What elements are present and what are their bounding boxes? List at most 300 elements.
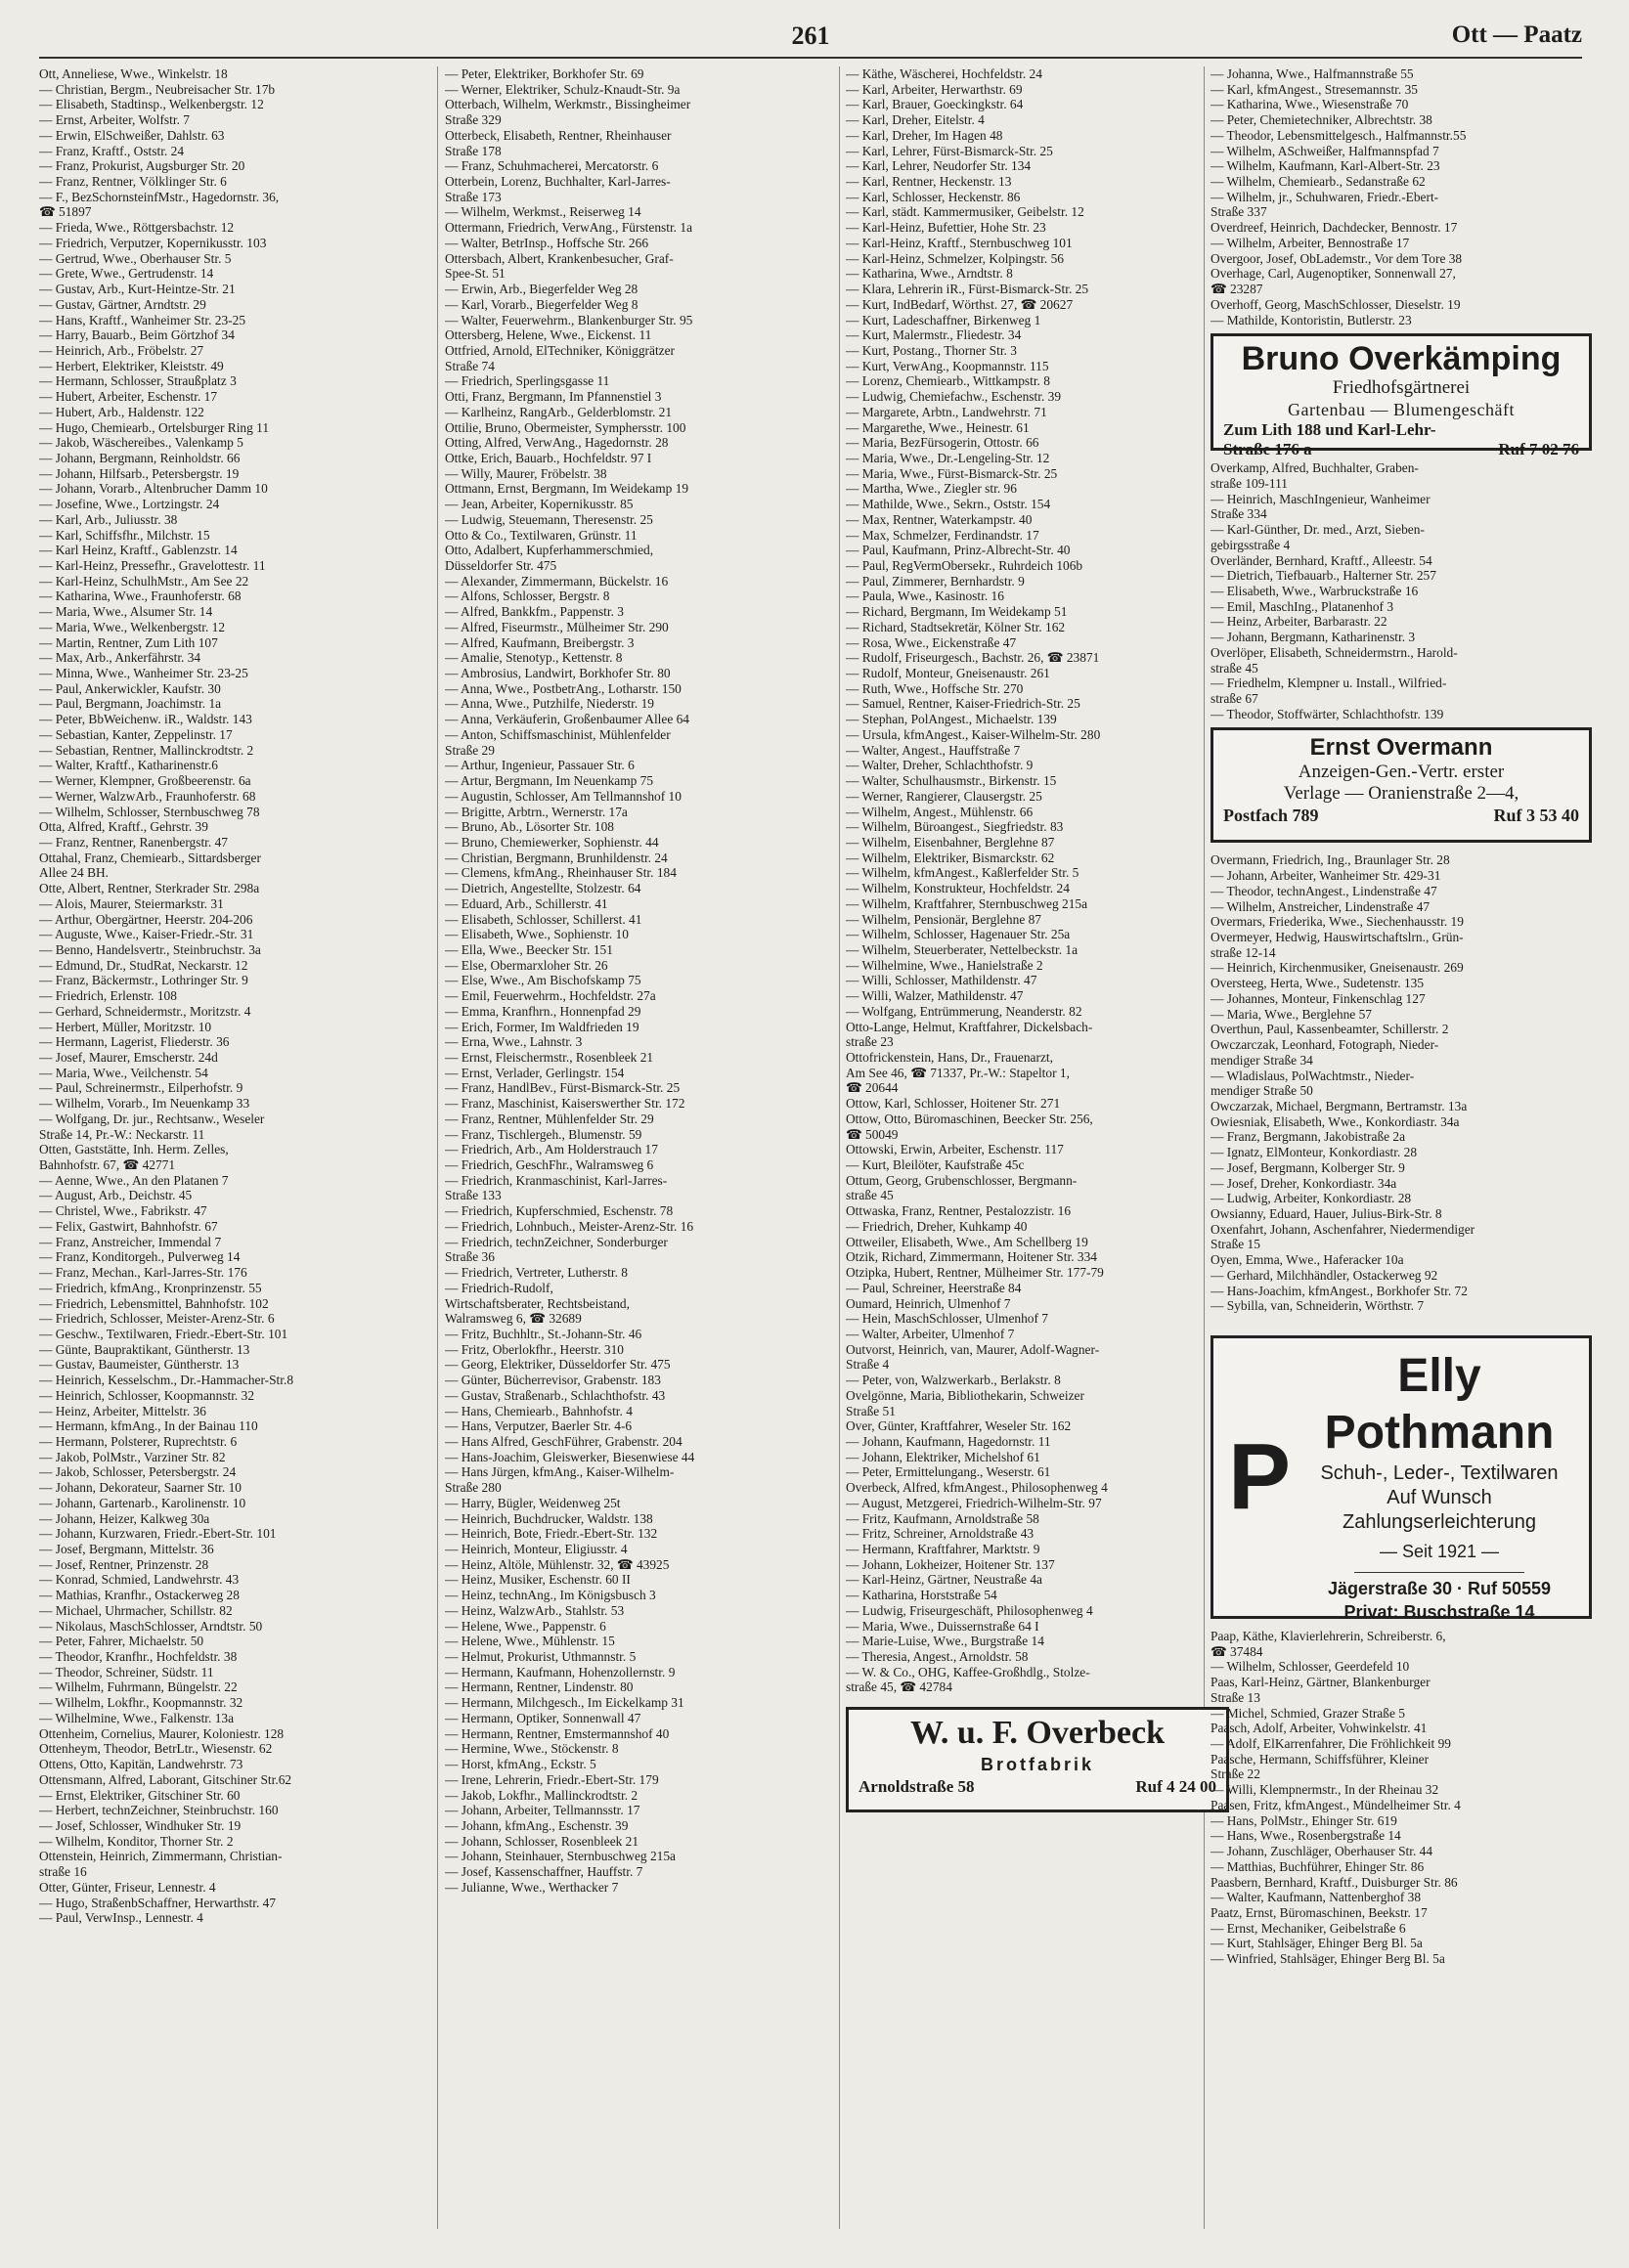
- directory-entry: — Friedrich, Erlenstr. 108: [39, 988, 177, 1004]
- directory-entry: — Benno, Handelsvertr., Steinbruchstr. 3a: [39, 941, 261, 957]
- directory-entry: — Anna, Wwe., Putzhilfe, Niederstr. 19: [445, 696, 654, 712]
- directory-entry: — Hans, Verputzer, Baerler Str. 4-6: [445, 1418, 633, 1434]
- directory-entry: — Erich, Former, Im Waldfrieden 19: [445, 1019, 639, 1034]
- directory-entry: Otte, Albert, Rentner, Sterkrader Str. 298a: [39, 881, 260, 896]
- directory-entry: — Paula, Wwe., Kasinostr. 16: [846, 589, 1004, 604]
- directory-entry: — Artur, Bergmann, Im Neuenkamp 75: [445, 773, 654, 789]
- directory-entry: — Wilhelm, Steuerberater, Nettelbeckstr. 1a: [846, 941, 1079, 957]
- directory-entry: — Hans Alfred, GeschFührer, Grabenstr. 204: [445, 1433, 682, 1449]
- directory-entry: straße 45, ☎ 42784: [846, 1679, 952, 1695]
- directory-entry: — Nikolaus, MaschSchlosser, Arndtstr. 50: [39, 1618, 263, 1634]
- directory-entry: — Karl Heinz, Kraftf., Gablenzstr. 14: [39, 543, 238, 558]
- directory-entry: — Heinrich, Buchdrucker, Waldstr. 138: [445, 1510, 653, 1526]
- directory-entry: — Rudolf, Monteur, Gneisenaustr. 261: [846, 666, 1050, 681]
- directory-entry: — Franz, Mechan., Karl-Jarres-Str. 176: [39, 1265, 247, 1281]
- directory-entry: — Adolf, ElKarrenfahrer, Die Fröhlichkeit 99: [1211, 1736, 1451, 1752]
- directory-entry: — Wilhelm, ASchweißer, Halfmannspfad 7: [1211, 143, 1439, 158]
- directory-entry: — Josef, Bergmann, Mittelstr. 36: [39, 1542, 214, 1556]
- directory-entry: ☎ 37484: [1211, 1643, 1263, 1659]
- directory-entry: mendiger Straße 50: [1211, 1083, 1313, 1099]
- directory-entry: Wirtschaftsberater, Rechtsbeistand,: [445, 1295, 630, 1311]
- directory-entry: straße 23: [846, 1034, 894, 1050]
- directory-entry: — Heinz, technAng., Im Königsbusch 3: [445, 1588, 656, 1603]
- directory-entry: — Julianne, Wwe., Werthacker 7: [445, 1879, 619, 1895]
- directory-entry: straße 12-14: [1211, 944, 1276, 960]
- directory-entry: — Johann, Gartenarb., Karolinenstr. 10: [39, 1495, 246, 1510]
- directory-entry: — Willi, Schlosser, Mathildenstr. 47: [846, 973, 1037, 988]
- directory-entry: — Heinz, Altöle, Mühlenstr. 32, ☎ 43925: [445, 1556, 670, 1572]
- directory-entry: — Fritz, Kaufmann, Arnoldstraße 58: [846, 1510, 1039, 1526]
- directory-entry: — Friedrich, technZeichner, Sonderburger: [445, 1234, 668, 1249]
- directory-entry: — Else, Wwe., Am Bischofskamp 75: [445, 973, 641, 988]
- directory-entry: — Mathilde, Wwe., Sekrn., Oststr. 154: [846, 497, 1051, 512]
- directory-entry: — Heinrich, Monteur, Eligiusstr. 4: [445, 1542, 628, 1556]
- directory-entry: — Theodor, technAngest., Lindenstraße 47: [1211, 883, 1437, 898]
- directory-entry: — Josef, Rentner, Prinzenstr. 28: [39, 1556, 209, 1572]
- directory-entry: — Friedrich, Arb., Am Holderstrauch 17: [445, 1142, 658, 1157]
- directory-entry: — Wilhelm, Pensionär, Berglehne 87: [846, 911, 1042, 927]
- directory-entry: — Kurt, Stahlsäger, Ehinger Berg Bl. 5a: [1211, 1936, 1423, 1951]
- directory-entry: — Friedrich-Rudolf,: [445, 1280, 553, 1295]
- directory-entry: — Harry, Bauarb., Beim Görtzhof 34: [39, 327, 235, 343]
- directory-entry: gebirgsstraße 4: [1211, 537, 1291, 552]
- directory-entry: — Hugo, Chemiearb., Ortelsburger Ring 11: [39, 419, 270, 435]
- directory-entry: — Anna, Wwe., PostbetrAng., Lotharstr. 150: [445, 680, 682, 696]
- directory-entry: — Richard, Bergmann, Im Weidekamp 51: [846, 604, 1068, 620]
- directory-entry: ☎ 50049: [846, 1126, 899, 1142]
- directory-entry: ☎ 51897: [39, 204, 92, 220]
- directory-entry: — Hermann, Polsterer, Ruprechtstr. 6: [39, 1433, 238, 1449]
- directory-entry: — Wolfgang, Dr. jur., Rechtsanw., Weseler: [39, 1111, 265, 1126]
- directory-entry: — Franz, Kraftf., Oststr. 24: [39, 143, 185, 158]
- ad-overkamping-phone: Ruf 7 02 76: [1498, 440, 1579, 459]
- directory-entry: — Heinz, Arbeiter, Mittelstr. 36: [39, 1403, 206, 1418]
- column-divider: [839, 66, 840, 2229]
- directory-entry: — Jakob, Wäschereibes., Valenkamp 5: [39, 435, 243, 451]
- directory-entry: — Emma, Kranfhrn., Honnenpfad 29: [445, 1003, 641, 1019]
- directory-entry: Otzipka, Hubert, Rentner, Mülheimer Str. 177-79: [846, 1265, 1104, 1281]
- directory-entry: — Karl-Heinz, Schmelzer, Kolpingstr. 56: [846, 250, 1064, 266]
- directory-entry: — Johann, Hilfsarb., Petersbergstr. 19: [39, 465, 240, 481]
- directory-entry: — Johannes, Monteur, Finkenschlag 127: [1211, 990, 1426, 1006]
- directory-entry: — Hermann, Schlosser, Straußplatz 3: [39, 373, 237, 389]
- directory-entry: — Auguste, Wwe., Kaiser-Friedr.-Str. 31: [39, 927, 254, 942]
- directory-entry: Otti, Franz, Bergmann, Im Pfannenstiel 3: [445, 389, 662, 405]
- ad-overkamping-line2: Gartenbau — Blumengeschäft: [1288, 400, 1515, 420]
- ad-overbeck-address: Arnoldstraße 58: [859, 1777, 975, 1797]
- directory-entry: — Margarethe, Wwe., Heinestr. 61: [846, 419, 1030, 435]
- directory-entry: — Alexander, Zimmermann, Bückelstr. 16: [445, 573, 669, 589]
- directory-entry: — Ludwig, Chemiefachw., Eschenstr. 39: [846, 389, 1062, 405]
- directory-entry: — Franz, Rentner, Ranenbergstr. 47: [39, 834, 228, 850]
- directory-entry: — Franz, Bäckermstr., Lothringer Str. 9: [39, 973, 248, 988]
- directory-entry: Bahnhofstr. 67, ☎ 42771: [39, 1157, 176, 1173]
- directory-entry: — Klara, Lehrerin iR., Fürst-Bismarck-Str. 25: [846, 282, 1089, 297]
- directory-entry: — Friedrich, Schlosser, Meister-Arenz-Str. 6: [39, 1311, 275, 1327]
- directory-entry: — Erwin, ElSchweißer, Dahlstr. 63: [39, 127, 225, 143]
- directory-entry: Straße 74: [445, 358, 495, 373]
- directory-entry: — Friedrich, Lohnbuch., Meister-Arenz-Str. 16: [445, 1218, 694, 1234]
- directory-entry: — Else, Obermarxloher Str. 26: [445, 957, 608, 973]
- directory-entry: Over, Günter, Kraftfahrer, Weseler Str. 162: [846, 1418, 1072, 1434]
- directory-entry: — Martha, Wwe., Ziegler str. 96: [846, 481, 1017, 497]
- directory-entry: — Heinrich, Schlosser, Koopmannstr. 32: [39, 1387, 255, 1403]
- ad-overmann: [1211, 727, 1592, 843]
- directory-entry: — Christian, Bergm., Neubreisacher Str. 17b: [39, 81, 276, 97]
- directory-entry: Otting, Alfred, VerwAng., Hagedornstr. 28: [445, 435, 669, 451]
- directory-entry: — Karl-Günther, Dr. med., Arzt, Sieben-: [1211, 522, 1425, 538]
- directory-entry: — Alfred, Bankkfm., Pappenstr. 3: [445, 604, 624, 620]
- directory-entry: — Peter, BbWeichenw. iR., Waldstr. 143: [39, 712, 252, 727]
- directory-entry: — Franz, Konditorgeh., Pulverweg 14: [39, 1249, 241, 1265]
- directory-entry: — Johann, Kaufmann, Hagedornstr. 11: [846, 1433, 1051, 1449]
- directory-entry: — Hans, Kraftf., Wanheimer Str. 23-25: [39, 312, 246, 327]
- directory-entry: Straße 51: [846, 1403, 896, 1418]
- directory-entry: — Jean, Arbeiter, Kopernikusstr. 85: [445, 497, 634, 512]
- directory-entry: — Josef, Maurer, Emscherstr. 24d: [39, 1050, 218, 1065]
- directory-entry: — Paul, Ankerwickler, Kaufstr. 30: [39, 680, 221, 696]
- directory-entry: Ottenheim, Cornelius, Maurer, Koloniestr. 128: [39, 1725, 285, 1741]
- directory-entry: — Fritz, Buchhltr., St.-Johann-Str. 46: [445, 1326, 642, 1341]
- directory-entry: — Konrad, Schmied, Landwehrstr. 43: [39, 1572, 240, 1588]
- directory-entry: Straße 22: [1211, 1766, 1260, 1782]
- directory-entry: Overhoff, Georg, MaschSchlosser, Dieselstr. 19: [1211, 296, 1461, 312]
- directory-entry: Ottilie, Bruno, Obermeister, Symphersstr. 100: [445, 419, 686, 435]
- directory-entry: — Käthe, Wäscherei, Hochfeldstr. 24: [846, 66, 1042, 81]
- ad-pothmann-line1: Schuh-, Leder-, Textilwaren: [1320, 1462, 1559, 1484]
- directory-entry: — Kurt, Bleilöter, Kaufstraße 45c: [846, 1157, 1025, 1173]
- directory-entry: — Karl, Schlosser, Heckenstr. 86: [846, 189, 1021, 204]
- ad-pothmann-since: — Seit 1921 —: [1379, 1542, 1500, 1561]
- directory-entry: — Kurt, VerwAng., Koopmannstr. 115: [846, 358, 1049, 373]
- column-1: [39, 66, 422, 1926]
- directory-entry: — Maria, Wwe., Duissernstraße 64 I: [846, 1618, 1039, 1634]
- ad-overmann-line2: Verlage — Oranienstraße 2—4,: [1283, 783, 1519, 805]
- directory-entry: — Gerhard, Milchhändler, Ostackerweg 92: [1211, 1267, 1438, 1283]
- directory-entry: — Max, Rentner, Waterkampstr. 40: [846, 511, 1033, 527]
- directory-entry: — Wilhelmine, Wwe., Falkenstr. 13a: [39, 1710, 235, 1725]
- directory-entry: — Lorenz, Chemiearb., Wittkampstr. 8: [846, 373, 1050, 389]
- directory-entry: — Hans Jürgen, kfmAng., Kaiser-Wilhelm-: [445, 1464, 675, 1480]
- directory-entry: — Hubert, Arb., Haldenstr. 122: [39, 404, 204, 419]
- directory-entry: — Katharina, Wwe., Wiesenstraße 70: [1211, 97, 1409, 112]
- directory-entry: — Ruth, Wwe., Hoffsche Str. 270: [846, 680, 1024, 696]
- directory-entry: Straße 334: [1211, 506, 1267, 522]
- column-3-entries: [846, 66, 1229, 1695]
- directory-entry: — Augustin, Schlosser, Am Tellmannshof 10: [445, 788, 682, 804]
- column-4-entries-a: [1211, 66, 1592, 327]
- directory-entry: Owiesniak, Elisabeth, Wwe., Konkordiastr. 34a: [1211, 1113, 1460, 1129]
- directory-entry: Ottow, Karl, Schlosser, Hoitener Str. 271: [846, 1096, 1061, 1112]
- directory-entry: — Johann, Lokheizer, Hoitener Str. 137: [846, 1556, 1055, 1572]
- directory-entry: — Wilhelmine, Wwe., Hanielstraße 2: [846, 957, 1043, 973]
- directory-entry: — Wilhelm, Elektriker, Bismarckstr. 62: [846, 850, 1055, 865]
- directory-entry: Spee-St. 51: [445, 266, 506, 282]
- directory-entry: — Fritz, Schreiner, Arnoldstraße 43: [846, 1526, 1035, 1542]
- directory-entry: — Karl-Heinz, Bufettier, Hohe Str. 23: [846, 220, 1046, 236]
- directory-entry: Straße 14, Pr.-W.: Neckarstr. 11: [39, 1126, 205, 1142]
- directory-entry: — Erna, Wwe., Lahnstr. 3: [445, 1034, 583, 1050]
- directory-entry: Ottfried, Arnold, ElTechniker, Königgrätzer: [445, 342, 676, 358]
- directory-entry: — Karl-Heinz, Kraftf., Sternbuschweg 101: [846, 235, 1073, 250]
- directory-entry: — Gerhard, Schneidermstr., Moritzstr. 4: [39, 1003, 251, 1019]
- directory-entry: — Karl, Arbeiter, Herwarthstr. 69: [846, 81, 1023, 97]
- directory-entry: Overthun, Paul, Kassenbeamter, Schillerstr. 2: [1211, 1022, 1449, 1037]
- running-head: Ott — Paatz: [1451, 22, 1582, 48]
- directory-entry: — Hans-Joachim, kfmAngest., Borkhofer Str. 72: [1211, 1283, 1468, 1298]
- directory-entry: — Johann, Schlosser, Rosenbleek 21: [445, 1833, 639, 1849]
- directory-entry: — Hermann, Milchgesch., Im Eickelkamp 31: [445, 1695, 684, 1711]
- directory-entry: — Walter, Feuerwehrm., Blankenburger Str. 95: [445, 312, 693, 327]
- directory-entry: Overlöper, Elisabeth, Schneidermstrn., Harold-: [1211, 644, 1458, 660]
- directory-entry: — Brigitte, Arbtrn., Wernerstr. 17a: [445, 804, 628, 819]
- ad-pothmann-line2: Auf Wunsch: [1387, 1487, 1492, 1508]
- ad-overbeck-phone: Ruf 4 24 00: [1135, 1777, 1216, 1797]
- directory-entry: — Ludwig, Steuemann, Theresenstr. 25: [445, 511, 653, 527]
- directory-entry: — Josefine, Wwe., Lortzingstr. 24: [39, 497, 220, 512]
- directory-entry: — Heinrich, Kesselschm., Dr.-Hammacher-Str.8: [39, 1373, 294, 1388]
- directory-entry: — Heinz, Musiker, Eschenstr. 60 II: [445, 1572, 631, 1588]
- directory-entry: — Eduard, Arb., Schillerstr. 41: [445, 895, 608, 911]
- directory-entry: — Bruno, Ab., Lösorter Str. 108: [445, 819, 614, 835]
- directory-entry: — Günte, Baupraktikant, Güntherstr. 13: [39, 1341, 250, 1357]
- ad-overmann-line1: Anzeigen-Gen.-Vertr. erster: [1298, 762, 1505, 783]
- directory-entry: Otto, Adalbert, Kupferhammerschmied,: [445, 543, 654, 558]
- directory-entry: — Walter, Arbeiter, Ulmenhof 7: [846, 1326, 1015, 1341]
- directory-entry: — W. & Co., OHG, Kaffee-Großhdlg., Stolze-: [846, 1664, 1090, 1679]
- directory-entry: — Herbert, Müller, Moritzstr. 10: [39, 1019, 212, 1034]
- directory-entry: Ovelgönne, Maria, Bibliothekarin, Schweizer: [846, 1387, 1084, 1403]
- directory-entry: — Ella, Wwe., Beecker Str. 151: [445, 941, 613, 957]
- header-rule: [39, 57, 1582, 59]
- ad-pothmann-separator: [1354, 1572, 1524, 1573]
- directory-entry: — Johann, Bergmann, Katharinenstr. 3: [1211, 630, 1416, 645]
- ad-pothmann-letter: P: [1227, 1424, 1292, 1529]
- directory-entry: — Wilhelm, Büroangest., Siegfriedstr. 83: [846, 819, 1064, 835]
- directory-entry: — Karl, Dreher, Eitelstr. 4: [846, 112, 985, 128]
- directory-entry: — Maria, Wwe., Fürst-Bismarck-Str. 25: [846, 465, 1058, 481]
- directory-entry: — Werner, Elektriker, Schulz-Knaudt-Str. 9a: [445, 81, 681, 97]
- directory-entry: — Willi, Klempnermstr., In der Rheinau 32: [1211, 1782, 1439, 1798]
- directory-entry: straße 67: [1211, 691, 1258, 706]
- directory-entry: Outvorst, Heinrich, van, Maurer, Adolf-Wagner-: [846, 1341, 1100, 1357]
- directory-entry: — Kurt, IndBedarf, Wörthst. 27, ☎ 20627: [846, 296, 1074, 312]
- directory-entry: — Jakob, PolMstr., Varziner Str. 82: [39, 1449, 226, 1464]
- directory-entry: — Franz, Prokurist, Augsburger Str. 20: [39, 158, 245, 174]
- directory-entry: — Katharina, Wwe., Fraunhoferstr. 68: [39, 589, 242, 604]
- directory-entry: Paap, Käthe, Klavierlehrerin, Schreiberstr. 6,: [1211, 1629, 1446, 1643]
- directory-entry: — Emil, MaschIng., Platanenhof 3: [1211, 598, 1394, 614]
- directory-entry: — Ernst, Elektriker, Gitschiner Str. 60: [39, 1787, 241, 1803]
- directory-entry: — Minna, Wwe., Wanheimer Str. 23-25: [39, 666, 248, 681]
- directory-entry: — Katharina, Wwe., Arndtstr. 8: [846, 266, 1013, 282]
- ad-pothmann-line3: Zahlungserleichterung: [1343, 1511, 1536, 1533]
- directory-entry: Oyen, Emma, Wwe., Haferacker 10a: [1211, 1252, 1404, 1268]
- directory-entry: — Friedrich, Lebensmittel, Bahnhofstr. 102: [39, 1295, 269, 1311]
- directory-entry: — Geschw., Textilwaren, Friedr.-Ebert-Str. 101: [39, 1326, 288, 1341]
- ad-pothmann: [1211, 1335, 1592, 1622]
- directory-entry: Am See 46, ☎ 71337, Pr.-W.: Stapeltor 1,: [846, 1065, 1070, 1080]
- page-number: 261: [791, 22, 830, 50]
- directory-entry: — Wilhelm, Arbeiter, Bennostraße 17: [1211, 235, 1410, 250]
- directory-entry: — Friedrich, GeschFhr., Walramsweg 6: [445, 1157, 654, 1173]
- directory-entry: Paasbern, Bernhard, Kraftf., Duisburger Str. 86: [1211, 1874, 1458, 1890]
- directory-entry: Ottersbach, Albert, Krankenbesucher, Graf-: [445, 250, 674, 266]
- directory-entry: — Frieda, Wwe., Röttgersbachstr. 12: [39, 220, 235, 236]
- directory-entry: Ottmann, Ernst, Bergmann, Im Weidekamp 19: [445, 481, 689, 497]
- directory-entry: — Karl, Dreher, Im Hagen 48: [846, 127, 1003, 143]
- directory-entry: — Wilhelm, Konditor, Thorner Str. 2: [39, 1833, 234, 1849]
- directory-entry: Ottersberg, Helene, Wwe., Eickenst. 11: [445, 327, 652, 343]
- directory-entry: Straße 13: [1211, 1689, 1260, 1705]
- directory-entry: — Kurt, Postang., Thorner Str. 3: [846, 342, 1017, 358]
- directory-entry: mendiger Straße 34: [1211, 1052, 1313, 1068]
- directory-entry: Straße 29: [445, 742, 495, 758]
- directory-entry: — Paul, Kaufmann, Prinz-Albrecht-Str. 40: [846, 543, 1071, 558]
- directory-entry: — Stephan, PolAngest., Michaelstr. 139: [846, 712, 1057, 727]
- directory-entry: — Clemens, kfmAng., Rheinhauser Str. 184: [445, 865, 677, 881]
- directory-entry: Otterbeck, Elisabeth, Rentner, Rheinhauser: [445, 127, 672, 143]
- directory-entry: — Wilhelm, Schlosser, Geerdefeld 10: [1211, 1659, 1410, 1675]
- directory-entry: — Aenne, Wwe., An den Platanen 7: [39, 1172, 229, 1188]
- directory-entry: — Johann, Heizer, Kalkweg 30a: [39, 1510, 210, 1526]
- directory-entry: — Dietrich, Tiefbauarb., Halterner Str. 257: [1211, 568, 1436, 584]
- directory-entry: — Ludwig, Friseurgeschäft, Philosophenweg 4: [846, 1602, 1093, 1618]
- directory-entry: Owsianny, Eduard, Hauer, Julius-Birk-Str. 8: [1211, 1205, 1442, 1221]
- directory-entry: Otzik, Richard, Zimmermann, Hoitener Str. 334: [846, 1249, 1097, 1265]
- directory-entry: — Paul, Bergmann, Joachimstr. 1a: [39, 696, 222, 712]
- directory-entry: — Wilhelm, kfmAngest., Kaßlerfelder Str. 5: [846, 865, 1079, 881]
- directory-entry: — Karl, Rentner, Heckenstr. 13: [846, 174, 1012, 190]
- directory-entry: Otterbein, Lorenz, Buchhalter, Karl-Jarres-: [445, 174, 671, 190]
- directory-entry: — Maria, Wwe., Alsumer Str. 14: [39, 604, 213, 620]
- directory-entry: — Friedrich, Kupferschmied, Eschenstr. 78: [445, 1203, 674, 1219]
- directory-entry: — Karl-Heinz, Gärtner, Neustraße 4a: [846, 1572, 1042, 1588]
- directory-entry: — Karl, Lehrer, Fürst-Bismarck-Str. 25: [846, 143, 1053, 158]
- directory-entry: straße 45: [1211, 660, 1258, 676]
- directory-entry: — Friedrich, kfmAng., Kronprinzenstr. 55: [39, 1280, 262, 1295]
- directory-entry: — Margarete, Arbtn., Landwehrstr. 71: [846, 404, 1047, 419]
- directory-entry: — Marie-Luise, Wwe., Burgstraße 14: [846, 1634, 1044, 1649]
- ad-overkamping-address: Zum Lith 188 und Karl-Lehr-: [1223, 420, 1436, 440]
- directory-entry: — Martin, Rentner, Zum Lith 107: [39, 634, 218, 650]
- directory-entry: — Hans, Wwe., Rosenbergstraße 14: [1211, 1828, 1401, 1844]
- directory-entry: — Paul, RegVermObersekr., Ruhrdeich 106b: [846, 558, 1083, 573]
- directory-entry: — Wilhelm, Werkmst., Reiserweg 14: [445, 204, 641, 220]
- directory-entry: — Franz, Rentner, Völklinger Str. 6: [39, 174, 227, 190]
- directory-entry: — Elisabeth, Wwe., Warbruckstraße 16: [1211, 583, 1419, 598]
- directory-entry: — Peter, von, Walzwerkarb., Berlakstr. 8: [846, 1373, 1061, 1388]
- directory-entry: — Johann, Steinhauer, Sternbuschweg 215a: [445, 1849, 676, 1864]
- ad-pothmann-address: Jägerstraße 30 · Ruf 50559: [1327, 1579, 1552, 1598]
- directory-entry: Overdreef, Heinrich, Dachdecker, Bennostr. 17: [1211, 220, 1458, 236]
- ad-overmann-phone: Ruf 3 53 40: [1493, 806, 1579, 826]
- directory-entry: Overmars, Friederika, Wwe., Siechenhausstr. 19: [1211, 914, 1464, 930]
- directory-entry: Otter, Günter, Friseur, Lennestr. 4: [39, 1879, 216, 1895]
- directory-entry: Ottenheym, Theodor, BetrLtr., Wiesenstr. 62: [39, 1741, 273, 1757]
- directory-entry: — Hermann, Lagerist, Fliederstr. 36: [39, 1034, 230, 1050]
- directory-entry: — Hans-Joachim, Gleiswerker, Biesenwiese 44: [445, 1449, 695, 1464]
- directory-entry: Oxenfahrt, Johann, Aschenfahrer, Niedermendiger: [1211, 1221, 1475, 1237]
- directory-entry: — August, Arb., Deichstr. 45: [39, 1188, 193, 1203]
- directory-entry: Straße 173: [445, 189, 502, 204]
- directory-entry: — Franz, Schuhmacherei, Mercatorstr. 6: [445, 158, 659, 174]
- directory-entry: — Hans, PolMstr., Ehinger Str. 619: [1211, 1812, 1397, 1828]
- directory-entry: Paasche, Hermann, Schiffsführer, Kleiner: [1211, 1751, 1430, 1766]
- column-4: [1211, 66, 1592, 1967]
- directory-entry: — Johann, Elektriker, Michelshof 61: [846, 1449, 1040, 1464]
- directory-entry: — Wilhelm, Vorarb., Im Neuenkamp 33: [39, 1096, 250, 1112]
- directory-entry: — Josef, Kassenschaffner, Hauffstr. 7: [445, 1864, 643, 1880]
- directory-entry: — Gustav, Straßenarb., Schlachthofstr. 43: [445, 1387, 666, 1403]
- directory-entry: — Karl, kfmAngest., Stresemannstr. 35: [1211, 81, 1418, 97]
- directory-entry: — Ursula, kfmAngest., Kaiser-Wilhelm-Str. 280: [846, 726, 1101, 742]
- directory-entry: — Walter, Dreher, Schlachthofstr. 9: [846, 758, 1034, 773]
- directory-entry: — Grete, Wwe., Gertrudenstr. 14: [39, 266, 214, 282]
- directory-entry: Ottensmann, Alfred, Laborant, Gitschiner Str.62: [39, 1771, 292, 1787]
- directory-entry: — Samuel, Rentner, Kaiser-Friedrich-Str. 25: [846, 696, 1080, 712]
- directory-entry: Paas, Karl-Heinz, Gärtner, Blankenburger: [1211, 1675, 1431, 1690]
- directory-entry: — Walter, Angest., Hauffstraße 7: [846, 742, 1021, 758]
- ad-overkamping-address2: Straße 176 a: [1223, 440, 1312, 459]
- directory-entry: — Wilhelm, Eisenbahner, Berglehne 87: [846, 834, 1055, 850]
- directory-entry: — Friedrich, Dreher, Kuhkamp 40: [846, 1218, 1028, 1234]
- directory-entry: — Kurt, Malermstr., Fliedestr. 34: [846, 327, 1022, 343]
- directory-entry: — Wilhelm, Fuhrmann, Büngelstr. 22: [39, 1679, 238, 1695]
- directory-entry: — Heinz, Arbeiter, Barbarastr. 22: [1211, 614, 1387, 630]
- directory-entry: — Paul, Zimmerer, Bernhardstr. 9: [846, 573, 1025, 589]
- directory-entry: — Karl, städt. Kammermusiker, Geibelstr. 12: [846, 204, 1084, 220]
- directory-entry: — Helene, Wwe., Pappenstr. 6: [445, 1618, 606, 1634]
- directory-entry: Oversteeg, Herta, Wwe., Sudetenstr. 135: [1211, 976, 1425, 991]
- directory-entry: — Emil, Feuerwehrm., Hochfeldstr. 27a: [445, 988, 656, 1004]
- directory-entry: Straße 178: [445, 143, 502, 158]
- directory-entry: Düsseldorfer Str. 475: [445, 558, 557, 573]
- directory-entry: Ottweiler, Elisabeth, Wwe., Am Schellberg 19: [846, 1234, 1088, 1249]
- directory-entry: Ottermann, Friedrich, VerwAng., Fürstenstr. 1a: [445, 220, 693, 236]
- directory-entry: Ottowski, Erwin, Arbeiter, Eschenstr. 117: [846, 1142, 1064, 1157]
- directory-entry: — Werner, Klempner, Großbeerenstr. 6a: [39, 773, 251, 789]
- directory-entry: Ottum, Georg, Grubenschlosser, Bergmann-: [846, 1172, 1078, 1188]
- directory-entry: — Gustav, Baumeister, Güntherstr. 13: [39, 1357, 240, 1373]
- directory-entry: — Johann, Bergmann, Reinholdstr. 66: [39, 450, 241, 465]
- directory-entry: — Christian, Bergmann, Brunhildenstr. 24: [445, 850, 668, 865]
- directory-entry: — Ernst, Mechaniker, Geibelstraße 6: [1211, 1920, 1406, 1936]
- directory-entry: — Amalie, Stenotyp., Kettenstr. 8: [445, 650, 623, 666]
- directory-entry: Overbeck, Alfred, kfmAngest., Philosophenweg 4: [846, 1480, 1108, 1496]
- directory-entry: — Max, Arb., Ankerfährstr. 34: [39, 650, 201, 666]
- directory-entry: — Helene, Wwe., Mühlenstr. 15: [445, 1634, 615, 1649]
- directory-entry: — F., BezSchornsteinfMstr., Hagedornstr. 36,: [39, 189, 280, 204]
- directory-entry: — Wilhelm, jr., Schuhwaren, Friedr.-Ebert-: [1211, 189, 1439, 204]
- directory-entry: — Karl-Heinz, SchulhMstr., Am See 22: [39, 573, 249, 589]
- directory-entry: — Karl, Arb., Juliusstr. 38: [39, 511, 178, 527]
- directory-entry: — Johann, Arbeiter, Wanheimer Str. 429-31: [1211, 868, 1441, 884]
- directory-entry: — Ernst, Fleischermstr., Rosenbleek 21: [445, 1050, 654, 1065]
- directory-entry: straße 16: [39, 1864, 87, 1880]
- directory-entry: — Karl, Brauer, Goeckingkstr. 64: [846, 97, 1024, 112]
- directory-entry: — Jakob, Lokfhr., Mallinckrodtstr. 2: [445, 1787, 638, 1803]
- directory-entry: — Franz, Tischlergeh., Blumenstr. 59: [445, 1126, 642, 1142]
- directory-entry: Straße 280: [445, 1480, 502, 1496]
- directory-entry: — Heinrich, Bote, Friedr.-Ebert-Str. 132: [445, 1526, 658, 1542]
- directory-entry: — Alois, Maurer, Steiermarkstr. 31: [39, 895, 224, 911]
- directory-entry: Paasch, Adolf, Arbeiter, Vohwinkelstr. 41: [1211, 1721, 1428, 1736]
- directory-entry: — Johann, Zuschläger, Oberhauser Str. 44: [1211, 1844, 1433, 1859]
- directory-entry: — Alfred, Fiseurmstr., Mülheimer Str. 290: [445, 619, 669, 634]
- ad-overkamping: [1211, 333, 1592, 459]
- directory-entry: — Katharina, Horststraße 54: [846, 1588, 997, 1603]
